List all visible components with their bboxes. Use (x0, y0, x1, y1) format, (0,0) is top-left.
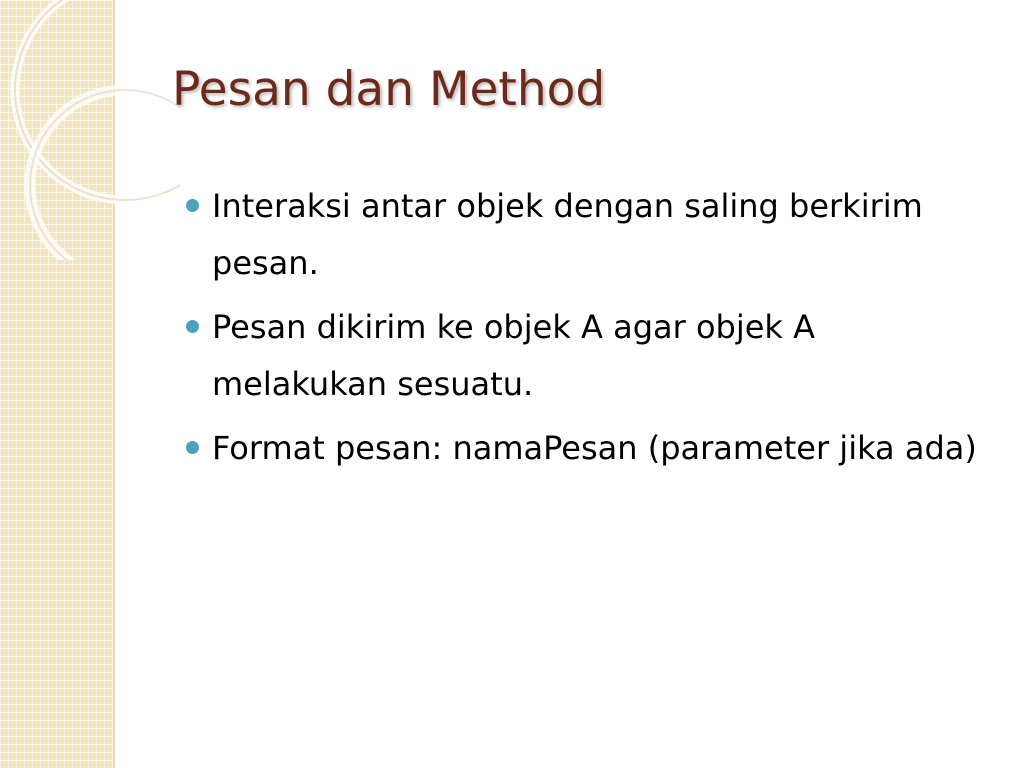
bullet-text: Interaksi antar objek dengan saling berkirim pesan. (212, 187, 923, 282)
bullet-item (186, 420, 986, 477)
bullet-item (186, 299, 986, 413)
bullet-list (186, 178, 986, 484)
bullet-dot-icon (186, 320, 199, 333)
decorative-rings (0, 0, 180, 260)
bullet-item (186, 178, 986, 292)
bullet-text: Format pesan: namaPesan (parameter jika ada) (212, 429, 977, 467)
slide-title: Pesan dan Method (172, 62, 606, 117)
bullet-dot-icon (186, 199, 199, 212)
bullet-text: Pesan dikirim ke objek A agar objek A melakukan sesuatu. (212, 308, 815, 403)
bullet-dot-icon (186, 441, 199, 454)
